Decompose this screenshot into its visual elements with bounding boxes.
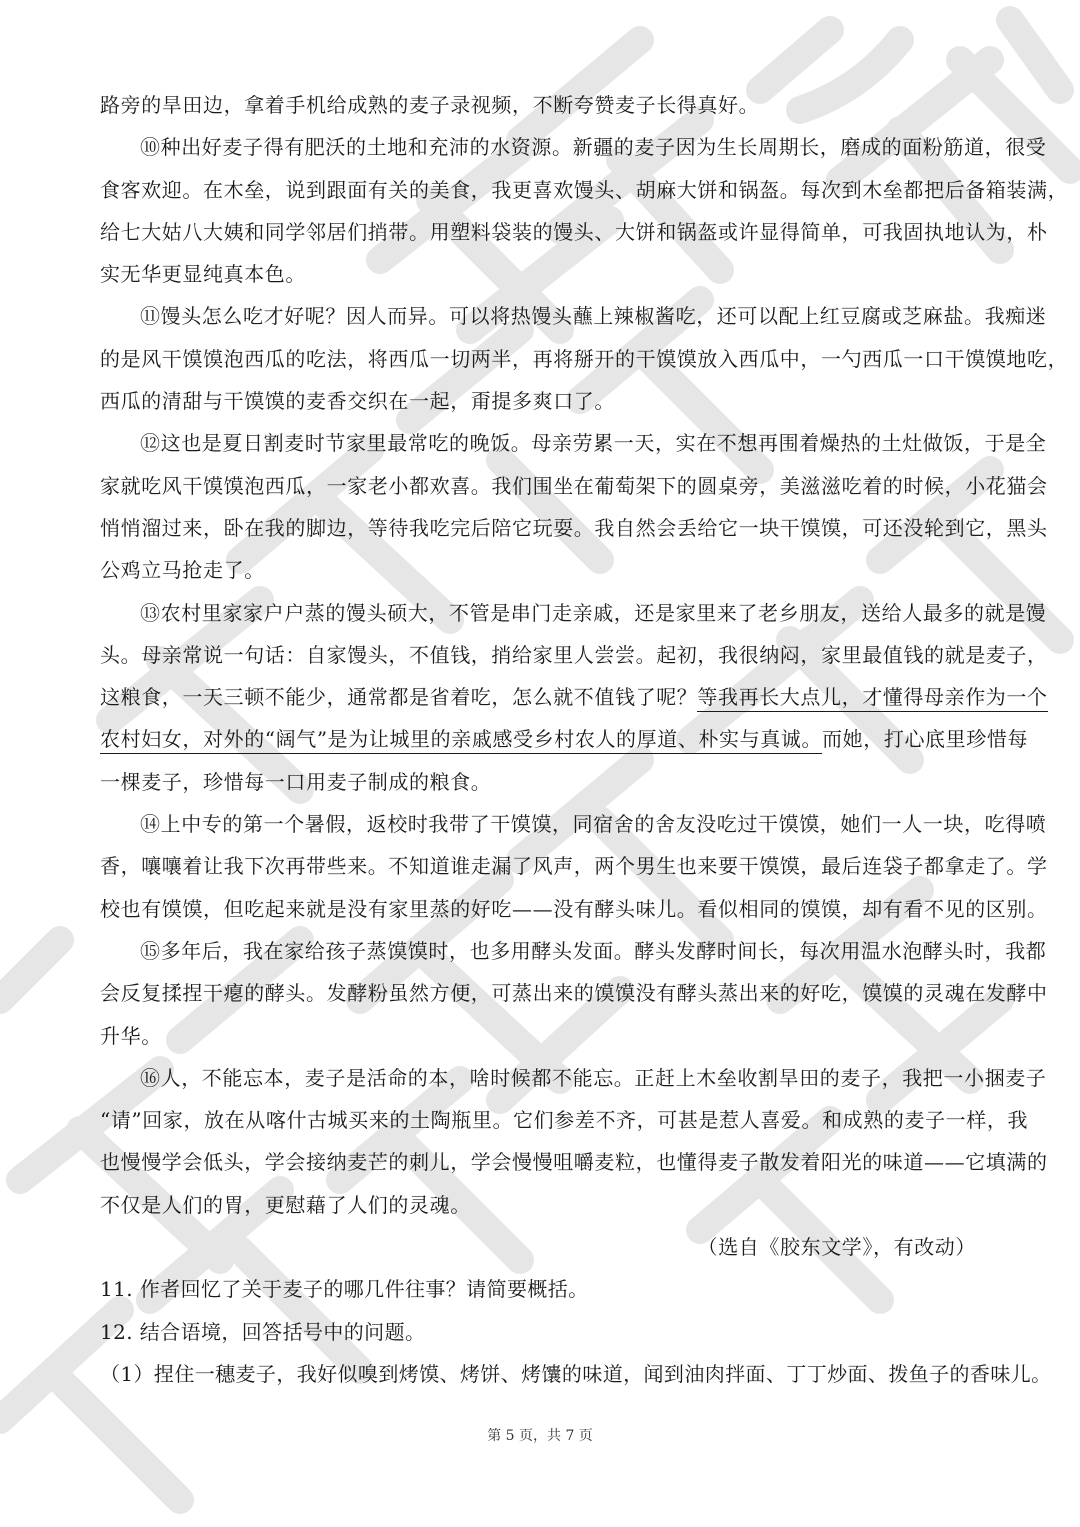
paragraph-line: 会反复揉捏干瘪的酵头。发酵粉虽然方便，可蒸出来的馍馍没有酵头蒸出来的好吃，馍馍的灵魂在发酵中 — [100, 981, 1048, 1006]
paragraph-line: 路旁的旱田边，拿着手机给成熟的麦子录视频，不断夸赞麦子长得真好。 — [100, 93, 760, 117]
underlined-sentence: 等我再长大点儿，才懂得母亲作为一个 — [697, 685, 1047, 712]
page-footer: 第 5 页，共 7 页 — [487, 1428, 593, 1444]
paragraph-line: 公鸡立马抢走了。 — [100, 558, 265, 583]
document-body — [100, 84, 1069, 1395]
paragraph-line: 的是风干馍馍泡西瓜的吃法，将西瓜一切两半，再将掰开的干馍馍放入西瓜中，一勺西瓜一口干馍馍地吃， — [100, 346, 1069, 371]
paragraph-line: 实无华更显纯真本色。 — [100, 262, 306, 287]
paragraph-line: ⑪馒头怎么吃才好呢？因人而异。可以将热馒头蘸上辣椒酱吃，还可以配上红豆腐或芝麻盐。我痴迷 — [140, 304, 1047, 329]
paragraph-line: 升华。 — [100, 1023, 162, 1048]
paragraph-line — [100, 718, 1029, 760]
paragraph-line: 西瓜的清甜与干馍馍的麦香交织在一起，甭提多爽口了。 — [100, 389, 615, 414]
paragraph-text: 而她，打心底里珍惜每 — [822, 727, 1029, 752]
paragraph-line: 香，嚷嚷着让我下次再带些来。不知道谁走漏了风声，两个男生也来要干馍馍，最后连袋子都拿走了。学 — [100, 854, 1048, 879]
paragraph-line: 校也有馍馍，但吃起来就是没有家里蒸的好吃——没有酵头味儿。看似相同的馍馍，却有看不见的区别。 — [100, 896, 1048, 921]
paragraph-line: 食客欢迎。在木垒，说到跟面有关的美食，我更喜欢馒头、胡麻大饼和锅盔。每次到木垒都把后备箱装满， — [100, 177, 1069, 202]
paragraph-line: “请”回家，放在从喀什古城买来的土陶瓶里。它们参差不齐，可甚是惹人喜爱。和成熟的麦子一样，我 — [100, 1108, 1029, 1133]
paragraph-line: 家就吃风干馍馍泡西瓜，一家老小都欢喜。我们围坐在葡萄架下的圆桌旁，美滋滋吃着的时候，小花猫会 — [100, 473, 1048, 498]
paragraph-line: ⑬农村里家家户户蒸的馒头硕大，不管是串门走亲戚，还是家里来了老乡朋友，送给人最多的就是馒 — [140, 600, 1047, 625]
question-12: 12. 结合语境，回答括号中的问题。 — [100, 1319, 426, 1344]
paragraph-text: 这粮食，一天三顿不能少，通常都是省着吃，怎么就不值钱了呢？ — [100, 685, 698, 710]
paragraph-line: ⑩种出好麦子得有肥沃的土地和充沛的水资源。新疆的麦子因为生长周期长，磨成的面粉筋道，很受 — [140, 135, 1047, 160]
paragraph-line: ⑯人，不能忘本，麦子是活命的本，啥时候都不能忘。正赶上木垒收割旱田的麦子，我把一小捆麦子 — [140, 1065, 1047, 1090]
paragraph-line: ⑭上中专的第一个暑假，返校时我带了干馍馍，同宿舍的舍友没吃过干馍馍，她们一人一块，吃得喷 — [140, 812, 1047, 837]
paragraph-line: 给七大姑八大姨和同学邻居们捎带。用塑料袋装的馒头、大饼和锅盔或许显得简单，可我固执地认为，朴 — [100, 219, 1048, 244]
paragraph-line: ⑫这也是夏日割麦时节家里最常吃的晚饭。母亲劳累一天，实在不想再围着燥热的土灶做饭，于是全 — [140, 431, 1047, 456]
source-citation: （选自《胶东文学》，有改动） — [697, 1235, 976, 1260]
paragraph-line: 头。母亲常说一句话：自家馒头，不值钱，捎给家里人尝尝。起初，我很纳闷，家里最值钱的就是麦子， — [100, 642, 1048, 667]
paragraph-line: 也慢慢学会低头，学会接纳麦芒的刺儿，学会慢慢咀嚼麦粒，也懂得麦子散发着阳光的味道——它填满的 — [100, 1150, 1048, 1175]
paragraph-line: 悄悄溜过来，卧在我的脚边，等待我吃完后陪它玩耍。我自然会丢给它一块干馍馍，可还没轮到它，黑头 — [100, 515, 1048, 540]
paragraph-line — [100, 676, 1048, 718]
question-12-part-1: （1）捏住一穗麦子，我好似嗅到烤馍、烤饼、烤馕的味道，闻到油肉拌面、丁丁炒面、拨鱼子的香味儿。 — [100, 1361, 1052, 1386]
paragraph-line: ⑮多年后，我在家给孩子蒸馍馍时，也多用酵头发面。酵头发酵时间长，每次用温水泡酵头时，我都 — [140, 938, 1047, 963]
paragraph-line: 一棵麦子，珍惜每一口用麦子制成的粮食。 — [100, 769, 492, 794]
paragraph-line: 不仅是人们的胃，更慰藉了人们的灵魂。 — [100, 1192, 471, 1217]
underlined-sentence: 农村妇女，对外的“阔气”是为让城里的亲戚感受乡村农人的厚道、朴实与真诚。 — [100, 727, 822, 754]
question-11: 11. 作者回忆了关于麦子的哪几件往事？请简要概括。 — [100, 1277, 589, 1302]
